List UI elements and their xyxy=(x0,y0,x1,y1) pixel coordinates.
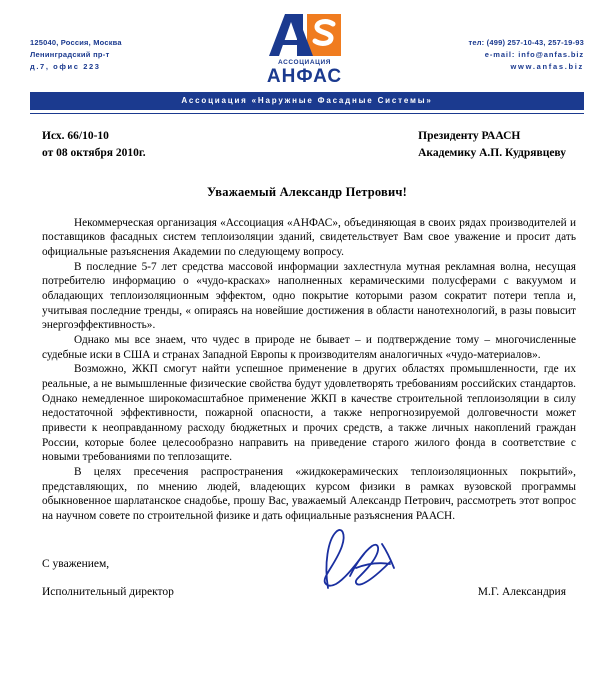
letterhead xyxy=(30,0,584,88)
paragraph-4: Возможно, ЖКП смогут найти успешное применение в других областях промышленности, где их реальные, а не вымышленные физические свойства будут удовлетворять требованиям российских стандартов. Однако немедленное широкомасштабное применение ЖКП в качестве строительной теплоизоляции в силу недостаточной эффективности, пожарной опасности, а также непрогнозируемой долговечности может привести к неоправданному расходу бюджетных и прочих средств, а также личных накоплений граждан России, которые более целесообразно направить на приведение старого жилого фонда в соответствие с новыми требованиями по теплозащите. xyxy=(42,363,576,464)
address-line-1: 125040, Россия, Москва xyxy=(30,38,122,47)
addressee-person: Академику А.П. Кудрявцеву xyxy=(418,147,566,160)
address-line-2: Ленинградский пр-т xyxy=(30,49,110,59)
paragraph-3: Однако мы все знаем, что чудес в природе не бывает – и подтверждение тому – многочисленные судебные иски в США и странах Западной Европы к производителям аналогичных «чудо-материалов». xyxy=(42,333,576,361)
contact-phone: тел: (499) 257-10-43, 257-19-93 xyxy=(468,38,584,47)
logo-name: АНФАС xyxy=(266,66,343,87)
signer-title: Исполнительный директор xyxy=(42,585,174,598)
signer-name: М.Г. Александрия xyxy=(477,585,566,598)
reference-block xyxy=(30,128,584,163)
contact-email: e-mail: info@anfas.biz xyxy=(484,49,584,59)
reference-outgoing xyxy=(30,128,146,163)
paragraph-5: В целях пресечения распространения «жидкокерамических теплоизоляционных покрытий», представляющих, по мнению людей, владеющих курсом физики в рамках вузовской программы обыкновенное шарлатанское снадобье, прошу Вас, уважаемый Александр Петрович, рассмотреть этот вопрос на научном совете по строительной физике и дать официальные разъяснения РААСН. xyxy=(42,465,576,522)
addressee-block xyxy=(418,128,584,163)
letterhead-address xyxy=(30,10,200,73)
paragraph-2: В последние 5-7 лет средства массовой информации захлестнула мутная рекламная волна, несущая потребителю информацию о «чудо-красках» наполненных керамическими полусферами с вакуумом и обладающих теплоизоляционным эффектом, одно покрытие которыми разом сократит потери тепла и, учитывая последние тренды, « опираясь на новейшие достижения в области нанотехнологий, в разы повысит энергоэффективность». xyxy=(42,260,576,332)
company-logo xyxy=(230,10,380,86)
letterhead-divider xyxy=(30,113,584,114)
outgoing-number: Исх. 66/10-10 xyxy=(42,130,109,142)
addressee-org: Президенту РААСН xyxy=(418,130,521,142)
contact-website: www.anfas.biz xyxy=(510,61,584,71)
signature-regards: С уважением, xyxy=(42,557,110,570)
signature-block xyxy=(30,558,584,598)
paragraph-1: Некоммерческая организация «Ассоциация «АНФАС», объединяющая в своих рядах производителей и поставщиков фасадных систем теплоизоляции зданий, свидетельствует Вам свое уважение и просит дать официальные разъяснения Академии по следующему вопросу. xyxy=(42,216,576,258)
letter-date: от 08 октября 2010г. xyxy=(42,147,146,160)
signature-row xyxy=(42,586,576,598)
anfas-logo-icon xyxy=(267,12,343,58)
logo-assoc-word: АССОЦИАЦИЯ xyxy=(277,59,332,66)
letter-body xyxy=(30,216,584,524)
address-line-3: д.7, офис 223 xyxy=(30,61,101,71)
salutation: Уважаемый Александр Петрович! xyxy=(206,184,408,199)
letterhead-contacts xyxy=(409,10,584,73)
letterhead-banner: Ассоциация «Наружные Фасадные Системы» xyxy=(30,92,584,110)
